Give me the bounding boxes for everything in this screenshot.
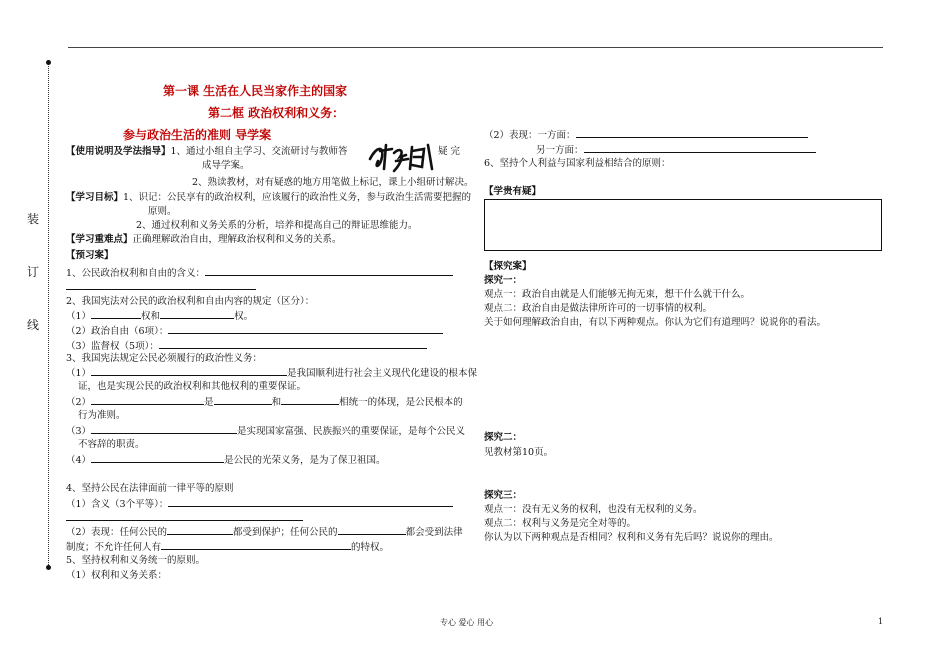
- binding-char-1: 装: [27, 212, 40, 226]
- explore-3-label: 探究三：: [484, 490, 523, 501]
- q4-2-blank-c[interactable]: [161, 540, 351, 550]
- q3-1-cont: 证，也是实现公民的政治权利和其他权利的重要保证。: [78, 381, 307, 392]
- usage-item-1: 1、通过小组自主学习、交流研讨与教师答: [170, 146, 348, 157]
- goal-label: 【学习目标】: [66, 192, 124, 203]
- q2-1-blank-a[interactable]: [91, 309, 141, 319]
- key-label: 【学习重难点】: [66, 234, 133, 245]
- q4-2-text-e: 的特权。: [351, 542, 390, 553]
- q1-blank[interactable]: [205, 266, 453, 276]
- q2-3-blank[interactable]: [159, 339, 427, 349]
- q3-3-cont: 不容辞的职责。: [78, 439, 145, 450]
- footer-motto: 专心 爱心 用心: [440, 618, 494, 627]
- q3-3-text: 是实现国家富强、民族振兴的重要保证，是每个公民义: [237, 426, 466, 437]
- explore-2-text: 见教材第10页。: [484, 447, 554, 458]
- q3-4-blank[interactable]: [91, 453, 224, 463]
- q3-2-text-c: 相统一的体现，是公民根本的: [339, 397, 463, 408]
- q2-1-blank-b[interactable]: [160, 309, 234, 319]
- q3-4-text: 是公民的光荣义务，是为了保卫祖国。: [224, 455, 386, 466]
- q3-1-num: （1）: [66, 368, 92, 379]
- doubt-box[interactable]: [484, 199, 882, 251]
- header-rule: [68, 47, 883, 48]
- binding-dot-top: [46, 60, 51, 65]
- q5-1-text: （1）权利和义务关系：: [66, 570, 168, 581]
- q4-2-text-a: （2）表现：任何公民的: [66, 527, 168, 538]
- r2-text-a: （2）表现：一方面：: [484, 130, 576, 141]
- page-number: 1: [878, 617, 884, 626]
- q4-1-text: （1）含义（3个平等）：: [66, 499, 169, 510]
- explore-1-view-2: 观点二：政治自由是做法律所许可的一切事情的权利。: [484, 303, 713, 314]
- binding-dot-bottom: [46, 565, 51, 570]
- q3-1-blank[interactable]: [91, 366, 287, 376]
- usage-item-2: 2、熟读教材，对有疑惑的地方用笔做上标记，课上小组研讨解决。: [192, 177, 474, 188]
- q3-2-num: （2）: [66, 397, 92, 408]
- q4-2-blank-b[interactable]: [338, 525, 406, 535]
- explore-3-view-1: 观点一：没有无义务的权利，也没有无权利的义务。: [484, 504, 703, 515]
- explore-1-question: 关于如何理解政治自由，有以下两种观点。你认为它们有道理吗？说说你的看法。: [484, 317, 827, 328]
- q1-blank-2[interactable]: [66, 280, 256, 290]
- usage-label: 【使用说明及学法指导】: [66, 146, 171, 157]
- q3-2-blank-a[interactable]: [91, 395, 204, 405]
- r2-blank-b[interactable]: [584, 143, 816, 153]
- doc-subtitle: 参与政治生活的准则 导学案: [123, 128, 272, 142]
- goal-item-1-cont: 原则。: [148, 206, 177, 217]
- binding-line: [48, 62, 49, 567]
- usage-item-1-end: 疑 完: [438, 146, 461, 157]
- explore-2-label: 探究二：: [484, 432, 523, 443]
- q2-2-blank[interactable]: [168, 324, 443, 334]
- r2-text-b: 另一方面：: [536, 145, 584, 156]
- q3-3-blank[interactable]: [91, 424, 237, 434]
- q3-3-num: （3）: [66, 426, 92, 437]
- q2-1-end: 权。: [234, 311, 254, 322]
- explore-3-view-2: 观点二：权利与义务是完全对等的。: [484, 518, 637, 529]
- key-text: 正确理解政治自由，理解政治权利和义务的关系。: [132, 234, 342, 245]
- q3-text: 3、我国宪法规定公民必须履行的政治性义务：: [66, 353, 263, 364]
- binding-char-2: 订: [27, 265, 40, 279]
- q4-text: 4、坚持公民在法律面前一律平等的原则: [66, 483, 234, 494]
- q3-2-text-a: 是: [204, 397, 214, 408]
- q3-2-text-b: 和: [271, 397, 282, 408]
- goal-item-2: 2、通过权利和义务关系的分析，培养和提高自己的辩证思维能力。: [136, 220, 418, 231]
- section-title: 第二框 政治权利和义务：: [208, 106, 345, 120]
- explore-1-view-1: 观点一：政治自由就是人们能够无拘无束，想干什么就干什么。: [484, 289, 751, 300]
- q4-2-text-b: 都受到保护；任何公民的: [233, 527, 338, 538]
- preview-label: 【预习案】: [66, 250, 114, 261]
- usage-item-1-cont: 成导学案。: [202, 160, 250, 171]
- signature-image: [366, 139, 438, 175]
- q2-2-text: （2）政治自由（6项）：: [66, 326, 169, 337]
- explore-1-label: 探究一：: [484, 275, 523, 286]
- q5-text: 5、坚持权利和义务统一的原则。: [66, 555, 206, 566]
- q2-1-num: （1）: [66, 311, 92, 322]
- goal-item-1: 1、识记：公民享有的政治权利，应该履行的政治性义务，参与政治生活需要把握的: [123, 192, 472, 203]
- q4-2-text-d: 制度；不允许任何人有: [66, 542, 162, 553]
- binding-char-3: 线: [27, 318, 40, 332]
- lesson-title: 第一课 生活在人民当家作主的国家: [163, 84, 348, 98]
- explore-3-question: 你认为以下两种观点是否相同？权利和义务有先后吗？说说你的理由。: [484, 532, 779, 543]
- q3-4-num: （4）: [66, 455, 92, 466]
- doubt-label: 【学贵有疑】: [484, 186, 542, 197]
- q2-text: 2、我国宪法对公民的政治权利和自由内容的规定（区分）：: [66, 296, 315, 307]
- explore-label: 【探究案】: [484, 261, 532, 272]
- q4-2-blank-a[interactable]: [167, 525, 233, 535]
- q3-2-blank-b[interactable]: [214, 395, 272, 405]
- q3-1-text: 是我国顺利进行社会主义现代化建设的根本保: [287, 368, 478, 379]
- r2-blank-a[interactable]: [576, 128, 808, 138]
- q1-text: 1、公民政治权利和自由的含义：: [66, 268, 206, 279]
- q3-2-cont: 行为准则。: [78, 410, 126, 421]
- q4-1-blank-2[interactable]: [66, 511, 303, 521]
- q2-3-text: （3）监督权（5项）：: [66, 341, 159, 352]
- q2-1-text: 权和: [141, 311, 161, 322]
- r6-text: 6、坚持个人利益与国家利益相结合的原则：: [484, 158, 671, 169]
- q3-2-blank-c[interactable]: [281, 395, 339, 405]
- q4-1-blank[interactable]: [168, 497, 453, 507]
- q4-2-text-c: 都会受到法律: [405, 527, 463, 538]
